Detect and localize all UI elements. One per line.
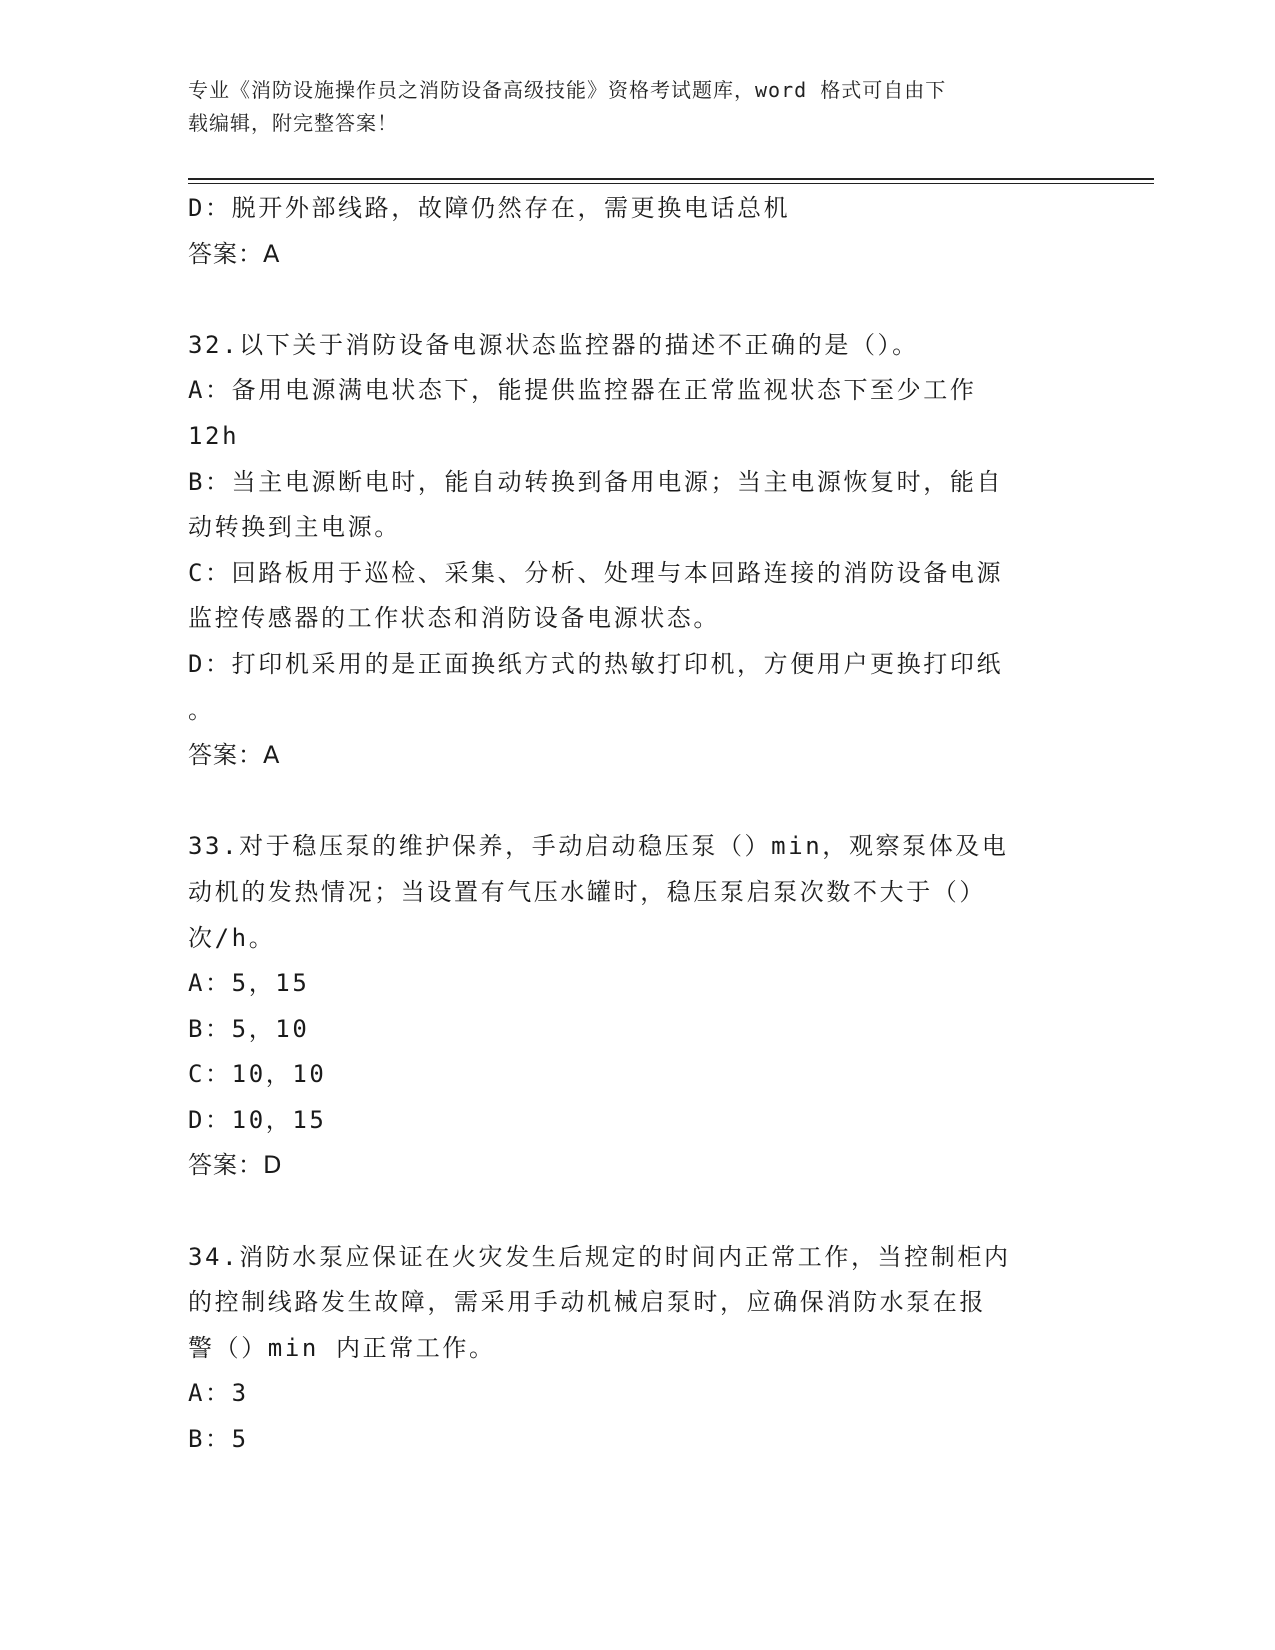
option-a: A：5，15 (188, 969, 310, 998)
header-line: 专业《消防设施操作员之消防设备高级技能》资格考试题库，word 格式可自由下 (188, 78, 947, 102)
question-stem: 33.对于稳压泵的维护保养，手动启动稳压泵（）min，观察泵体及电 (188, 832, 1009, 861)
question-stem-cont: 动机的发热情况；当设置有气压水罐时，稳压泵启泵次数不大于（） (188, 877, 986, 906)
spacer (188, 1189, 1078, 1235)
option-a: A：3 (188, 1379, 249, 1408)
header-line: 载编辑，附完整答案！ (188, 111, 398, 135)
header-divider (188, 178, 1154, 180)
question-33 (188, 824, 1078, 1189)
option-b: B：5，10 (188, 1014, 310, 1043)
option-b: B：5 (188, 1425, 249, 1454)
question-stem: 32.以下关于消防设备电源状态监控器的描述不正确的是（）。 (188, 330, 919, 359)
option-c: C：回路板用于巡检、采集、分析、处理与本回路连接的消防设备电源 (188, 558, 1004, 587)
option-d-cont: 。 (188, 695, 215, 724)
question-list (188, 186, 1078, 1463)
option-c-cont: 监控传感器的工作状态和消防设备电源状态。 (188, 604, 720, 633)
spacer (188, 779, 1078, 825)
answer-line: 答案：A (188, 741, 281, 770)
question-stem-cont: 次/h。 (188, 923, 276, 952)
option-b-cont: 动转换到主电源。 (188, 513, 401, 542)
option-a: A：备用电源满电状态下，能提供监控器在正常监视状态下至少工作 (188, 376, 977, 405)
question-stem-cont: 警（）min 内正常工作。 (188, 1333, 496, 1362)
option-a-cont: 12h (188, 421, 240, 450)
option-d: D：10，15 (188, 1105, 327, 1134)
question-32 (188, 323, 1078, 779)
document-header (188, 74, 1068, 140)
question-34 (188, 1235, 1078, 1463)
option-d: D：打印机采用的是正面换纸方式的热敏打印机，方便用户更换打印纸 (188, 649, 1004, 678)
spacer (188, 277, 1078, 323)
option-d: D：脱开外部线路，故障仍然存在，需更换电话总机 (188, 194, 791, 222)
answer-line: 答案：A (188, 239, 281, 268)
option-c: C：10，10 (188, 1060, 327, 1089)
question-stem-cont: 的控制线路发生故障，需采用手动机械启泵时，应确保消防水泵在报 (188, 1288, 986, 1317)
option-b: B：当主电源断电时，能自动转换到备用电源；当主电源恢复时，能自 (188, 467, 1004, 496)
question-stem: 34.消防水泵应保证在火灾发生后规定的时间内正常工作，当控制柜内 (188, 1242, 1011, 1271)
header-divider-thin (188, 183, 1154, 184)
answer-line: 答案：D (188, 1151, 283, 1180)
